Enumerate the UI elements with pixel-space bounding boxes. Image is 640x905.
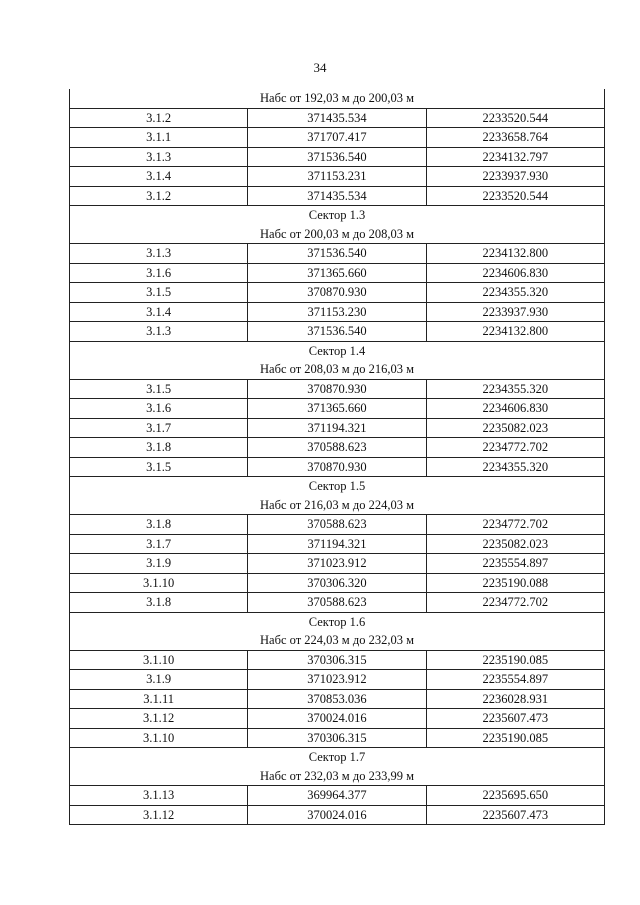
- point-id-cell: 3.1.12: [70, 709, 248, 729]
- y-coordinate-cell: 2235607.473: [426, 805, 604, 825]
- table-row: [70, 186, 605, 206]
- point-id-cell: 3.1.4: [70, 302, 248, 322]
- x-coordinate-cell: 371435.534: [248, 186, 426, 206]
- x-coordinate-cell: 371365.660: [248, 399, 426, 419]
- point-id-cell: 3.1.2: [70, 186, 248, 206]
- x-coordinate-cell: 370870.930: [248, 283, 426, 303]
- y-coordinate-cell: 2234772.702: [426, 515, 604, 535]
- x-coordinate-cell: 370588.623: [248, 593, 426, 613]
- elevation-range: Набс от 192,03 м до 200,03 м: [70, 89, 605, 108]
- point-id-cell: 3.1.7: [70, 418, 248, 438]
- point-id-cell: 3.1.7: [70, 534, 248, 554]
- x-coordinate-cell: 371023.912: [248, 670, 426, 690]
- point-id-cell: 3.1.8: [70, 438, 248, 458]
- page-number: 34: [313, 60, 327, 75]
- y-coordinate-cell: 2235190.085: [426, 650, 604, 670]
- point-id-cell: 3.1.9: [70, 670, 248, 690]
- table-row: [70, 554, 605, 574]
- x-coordinate-cell: 370870.930: [248, 379, 426, 399]
- x-coordinate-cell: 371435.534: [248, 108, 426, 128]
- y-coordinate-cell: 2233520.544: [426, 186, 604, 206]
- sector-title: Сектор 1.5: [70, 477, 605, 496]
- elevation-range: Набс от 208,03 м до 216,03 м: [70, 360, 605, 379]
- y-coordinate-cell: 2235607.473: [426, 709, 604, 729]
- table-row: [70, 786, 605, 806]
- table-row: [70, 399, 605, 419]
- point-id-cell: 3.1.2: [70, 108, 248, 128]
- y-coordinate-cell: 2235190.085: [426, 728, 604, 748]
- table-row: [70, 515, 605, 535]
- x-coordinate-cell: 370870.930: [248, 457, 426, 477]
- y-coordinate-cell: 2234132.797: [426, 147, 604, 167]
- table-row: [70, 108, 605, 128]
- y-coordinate-cell: 2235082.023: [426, 418, 604, 438]
- point-id-cell: 3.1.1: [70, 128, 248, 148]
- y-coordinate-cell: 2234772.702: [426, 438, 604, 458]
- x-coordinate-cell: 370306.315: [248, 650, 426, 670]
- x-coordinate-cell: 371023.912: [248, 554, 426, 574]
- x-coordinate-cell: 369964.377: [248, 786, 426, 806]
- sector-title: Сектор 1.7: [70, 748, 605, 767]
- x-coordinate-cell: 371707.417: [248, 128, 426, 148]
- point-id-cell: 3.1.8: [70, 515, 248, 535]
- elevation-range-row: [70, 496, 605, 515]
- sector-header-row: [70, 206, 605, 225]
- y-coordinate-cell: 2233937.930: [426, 167, 604, 187]
- x-coordinate-cell: 371194.321: [248, 534, 426, 554]
- point-id-cell: 3.1.10: [70, 573, 248, 593]
- point-id-cell: 3.1.5: [70, 457, 248, 477]
- table-row: [70, 534, 605, 554]
- point-id-cell: 3.1.9: [70, 554, 248, 574]
- x-coordinate-cell: 370588.623: [248, 515, 426, 535]
- y-coordinate-cell: 2236028.931: [426, 689, 604, 709]
- y-coordinate-cell: 2234355.320: [426, 457, 604, 477]
- elevation-range: Набс от 232,03 м до 233,99 м: [70, 767, 605, 786]
- elevation-range-row: [70, 631, 605, 650]
- table-row: [70, 322, 605, 342]
- table-row: [70, 379, 605, 399]
- y-coordinate-cell: 2234355.320: [426, 379, 604, 399]
- sector-header-row: [70, 477, 605, 496]
- x-coordinate-cell: 370024.016: [248, 805, 426, 825]
- point-id-cell: 3.1.6: [70, 399, 248, 419]
- elevation-range-row: [70, 89, 605, 108]
- table-row: [70, 147, 605, 167]
- table-row: [70, 457, 605, 477]
- x-coordinate-cell: 370024.016: [248, 709, 426, 729]
- elevation-range: Набс от 200,03 м до 208,03 м: [70, 225, 605, 244]
- table-row: [70, 670, 605, 690]
- y-coordinate-cell: 2234772.702: [426, 593, 604, 613]
- x-coordinate-cell: 371536.540: [248, 322, 426, 342]
- elevation-range-row: [70, 360, 605, 379]
- point-id-cell: 3.1.4: [70, 167, 248, 187]
- y-coordinate-cell: 2234132.800: [426, 244, 604, 264]
- table-row: [70, 302, 605, 322]
- table-row: [70, 689, 605, 709]
- sector-header-row: [70, 612, 605, 631]
- table-row: [70, 709, 605, 729]
- table-row: [70, 283, 605, 303]
- point-id-cell: 3.1.12: [70, 805, 248, 825]
- point-id-cell: 3.1.8: [70, 593, 248, 613]
- y-coordinate-cell: 2235082.023: [426, 534, 604, 554]
- point-id-cell: 3.1.6: [70, 263, 248, 283]
- point-id-cell: 3.1.5: [70, 283, 248, 303]
- sector-title: Сектор 1.4: [70, 341, 605, 360]
- x-coordinate-cell: 371153.230: [248, 302, 426, 322]
- elevation-range: Набс от 216,03 м до 224,03 м: [70, 496, 605, 515]
- x-coordinate-cell: 370588.623: [248, 438, 426, 458]
- x-coordinate-cell: 371194.321: [248, 418, 426, 438]
- table-row: [70, 438, 605, 458]
- elevation-range-row: [70, 225, 605, 244]
- table-row: [70, 418, 605, 438]
- table-row: [70, 728, 605, 748]
- y-coordinate-cell: 2233520.544: [426, 108, 604, 128]
- table-row: [70, 650, 605, 670]
- point-id-cell: 3.1.11: [70, 689, 248, 709]
- x-coordinate-cell: 371536.540: [248, 147, 426, 167]
- point-id-cell: 3.1.13: [70, 786, 248, 806]
- sector-header-row: [70, 341, 605, 360]
- table-row: [70, 128, 605, 148]
- x-coordinate-cell: 371365.660: [248, 263, 426, 283]
- x-coordinate-cell: 371536.540: [248, 244, 426, 264]
- y-coordinate-cell: 2233658.764: [426, 128, 604, 148]
- y-coordinate-cell: 2234606.830: [426, 263, 604, 283]
- table-row: [70, 573, 605, 593]
- table-row: [70, 593, 605, 613]
- y-coordinate-cell: 2235190.088: [426, 573, 604, 593]
- table-row: [70, 805, 605, 825]
- table-row: [70, 244, 605, 264]
- x-coordinate-cell: 370306.315: [248, 728, 426, 748]
- y-coordinate-cell: 2234132.800: [426, 322, 604, 342]
- elevation-range: Набс от 224,03 м до 232,03 м: [70, 631, 605, 650]
- y-coordinate-cell: 2233937.930: [426, 302, 604, 322]
- x-coordinate-cell: 370853.036: [248, 689, 426, 709]
- table-row: [70, 263, 605, 283]
- x-coordinate-cell: 370306.320: [248, 573, 426, 593]
- point-id-cell: 3.1.3: [70, 147, 248, 167]
- table-row: [70, 167, 605, 187]
- y-coordinate-cell: 2235554.897: [426, 670, 604, 690]
- point-id-cell: 3.1.10: [70, 728, 248, 748]
- y-coordinate-cell: 2235554.897: [426, 554, 604, 574]
- y-coordinate-cell: 2234606.830: [426, 399, 604, 419]
- point-id-cell: 3.1.3: [70, 244, 248, 264]
- y-coordinate-cell: 2235695.650: [426, 786, 604, 806]
- point-id-cell: 3.1.3: [70, 322, 248, 342]
- sector-title: Сектор 1.6: [70, 612, 605, 631]
- sector-title: Сектор 1.3: [70, 206, 605, 225]
- coordinates-table-body: [70, 89, 605, 825]
- elevation-range-row: [70, 767, 605, 786]
- point-id-cell: 3.1.10: [70, 650, 248, 670]
- coordinates-table: [69, 89, 605, 825]
- x-coordinate-cell: 371153.231: [248, 167, 426, 187]
- sector-header-row: [70, 748, 605, 767]
- point-id-cell: 3.1.5: [70, 379, 248, 399]
- y-coordinate-cell: 2234355.320: [426, 283, 604, 303]
